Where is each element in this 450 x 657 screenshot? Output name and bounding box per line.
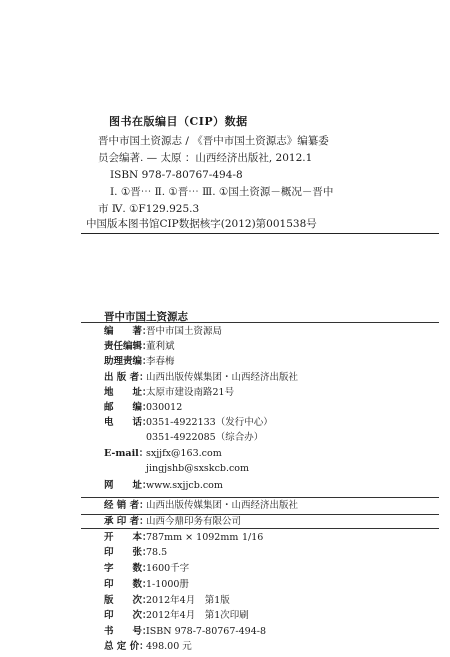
info-value: 0351-4922133（发行中心） [146, 417, 273, 428]
info-row-author [104, 325, 222, 339]
info-row-edition [104, 594, 230, 608]
info-value: 78.5 [146, 547, 168, 558]
info-row-impression [104, 609, 249, 623]
divider [81, 233, 439, 234]
info-value: jingjshb@sxskcb.com [146, 463, 250, 474]
info-label: 版 次： [104, 595, 152, 606]
info-row-assistant-editor [104, 355, 175, 369]
info-value: 山西出版传媒集团・山西经济出版社 [146, 500, 299, 511]
cip-line: ISBN 978-7-80767-494-8 [110, 169, 243, 181]
info-label: 邮 编： [104, 402, 152, 413]
cip-line: Ⅰ. ①晋⋯ Ⅱ. ①晋⋯ Ⅲ. ①国土资源－概况－晋中 [110, 186, 334, 198]
info-value: 030012 [146, 402, 183, 413]
cip-title: 图书在版编目（CIP）数据 [109, 115, 248, 128]
info-row-editor [104, 340, 175, 354]
info-value: 1-1000册 [146, 579, 189, 590]
info-label: 书 号： [104, 626, 152, 637]
info-value: ISBN 978-7-80767-494-8 [146, 626, 266, 637]
cip-number: 中国版本图书馆CIP数据核字(2012)第001538号 [86, 218, 317, 230]
info-value-extra: 1/16 [242, 532, 264, 543]
info-label: 印 数： [104, 579, 152, 590]
divider [81, 497, 439, 498]
info-row-address [104, 386, 234, 400]
info-value: 太原市建设南路21号 [146, 387, 235, 398]
info-row-word-count [104, 562, 189, 576]
info-label: 经 销 者： [104, 500, 149, 511]
info-value: 李春梅 [146, 356, 175, 367]
info-value: sxjjfx@163.com [146, 448, 222, 459]
info-row-phone [104, 416, 273, 430]
info-value: 晋中市国土资源局 [146, 326, 223, 337]
info-label: 印 张： [104, 547, 152, 558]
info-value: www.sxjjcb.com [146, 480, 223, 491]
info-label: 责任编辑： [104, 341, 152, 352]
info-row-isbn [104, 625, 266, 639]
info-row-email [104, 447, 222, 461]
cip-line: 晋中市国土资源志 / 《晋中市国土资源志》编纂委 [98, 135, 329, 147]
info-label: 总 定 价： [104, 641, 149, 652]
info-label: 编 著： [104, 326, 152, 337]
info-row-printer [104, 515, 241, 529]
cip-line: 市 Ⅳ. ①F129.925.3 [98, 203, 200, 215]
info-row-postcode [104, 401, 182, 415]
info-label: 出 版 者： [104, 372, 149, 383]
info-label: 网 址： [104, 480, 152, 491]
info-row-price [104, 640, 192, 654]
info-label: 印 次： [104, 610, 152, 621]
info-value: 2012年4月 第1版 [146, 595, 230, 606]
info-value: 2012年4月 第1次印刷 [146, 610, 249, 621]
info-row-print-run [104, 578, 189, 592]
info-row-sheets [104, 546, 167, 560]
info-row-email-2 [104, 462, 249, 476]
info-row-website [104, 479, 223, 493]
info-value: 498.00 元 [146, 641, 192, 652]
info-value: 山西今鼎印务有限公司 [146, 516, 242, 527]
divider [81, 322, 439, 323]
book-title: 晋中市国土资源志 [104, 311, 188, 323]
info-label: 开 本： [104, 532, 152, 543]
info-label: 地 址： [104, 387, 152, 398]
info-value: 山西出版传媒集团・山西经济出版社 [146, 372, 299, 383]
info-value: 董利斌 [146, 341, 175, 352]
info-row-format [104, 531, 264, 545]
info-label: 字 数： [104, 563, 152, 574]
info-row-phone-2 [104, 431, 263, 445]
info-value: 787mm × 1092mm [146, 532, 239, 543]
info-label: 承 印 者： [104, 516, 149, 527]
info-value: 1600千字 [146, 563, 190, 574]
info-label: 电 话： [104, 417, 152, 428]
info-label: 助理责编： [104, 356, 152, 367]
info-value: 0351-4922085（综合办） [146, 432, 264, 443]
info-row-publisher [104, 371, 298, 385]
cip-record [98, 133, 416, 218]
cip-line: 员会编著. — 太原 ：山西经济出版社, 2012.1 [98, 152, 313, 164]
info-row-distributor [104, 499, 298, 513]
info-label: E-mail： [104, 448, 149, 459]
